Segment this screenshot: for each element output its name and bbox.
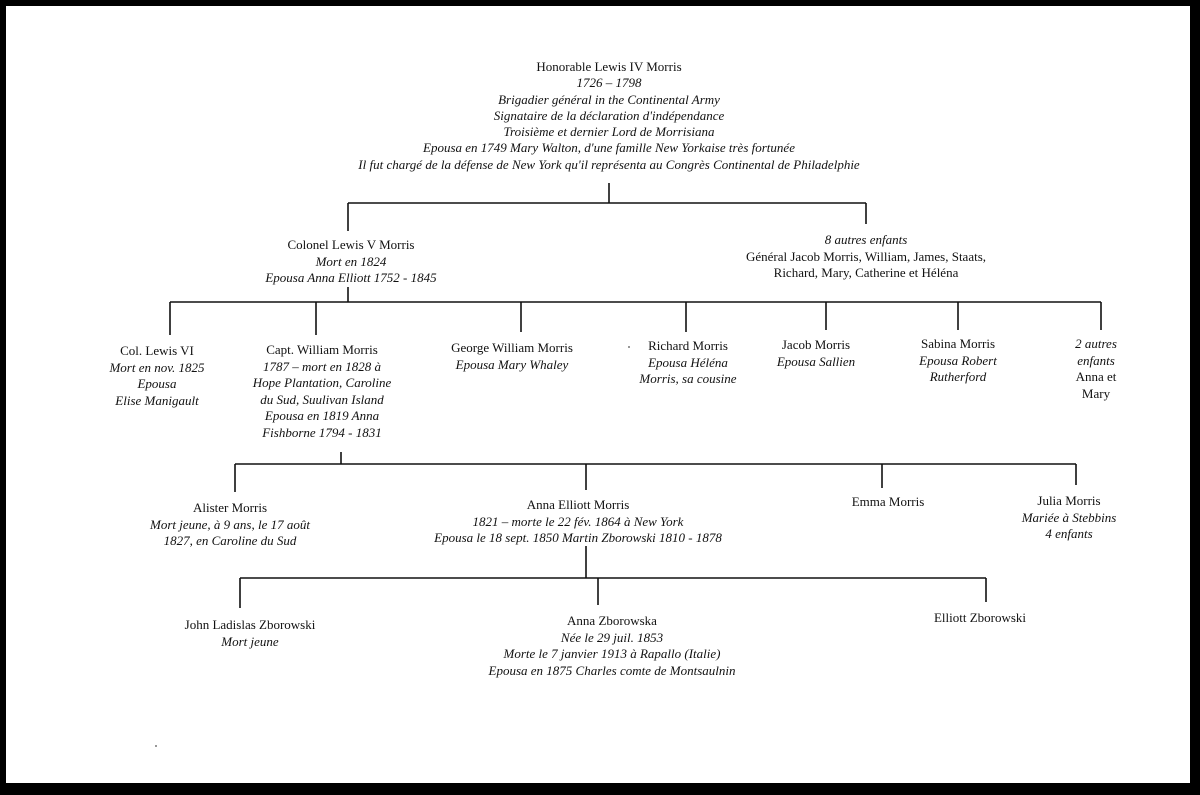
person-name: Emma Morris	[851, 494, 925, 509]
person-name: Colonel Lewis V Morris	[287, 237, 415, 252]
person-detail-line: Mort en 1824	[315, 253, 387, 269]
group-eight-other-children	[746, 232, 986, 282]
person-detail-line: Troisième et dernier Lord de Morrisiana	[503, 124, 715, 140]
person-name: Julia Morris	[1037, 493, 1101, 508]
person-alister-morris	[150, 500, 310, 550]
person-detail-line: Hope Plantation, Caroline	[252, 375, 392, 390]
person-name: Anna Zborowska	[567, 613, 657, 628]
person-detail-line: Général Jacob Morris, William, James, Staats,	[745, 248, 987, 264]
person-detail-line: 1726 – 1798	[576, 75, 642, 91]
person-name: Elliott Zborowski	[933, 610, 1027, 625]
person-detail-line: Anna et	[1075, 369, 1117, 384]
person-lewis-vi	[109, 343, 204, 409]
person-detail-line: Rutherford	[929, 369, 987, 384]
person-lewis-v-morris	[265, 237, 436, 287]
person-name: Sabina Morris	[920, 336, 996, 351]
person-sabina-morris	[919, 336, 997, 386]
person-detail-line: 1827, en Caroline du Sud	[163, 533, 297, 548]
person-detail-line: Epousa Héléna	[648, 354, 728, 370]
person-name: Col. Lewis VI	[120, 343, 194, 358]
person-george-william-morris	[451, 340, 573, 373]
person-john-ladislas-zborowski	[185, 617, 316, 650]
person-detail-line: Il fut chargé de la défense de New York qu'il représenta au Congrès Continental de Philadelphie	[358, 156, 860, 172]
person-name: Richard Morris	[648, 338, 728, 353]
person-name: Capt. William Morris	[266, 342, 378, 357]
person-julia-morris	[1022, 493, 1117, 543]
person-detail-line: Epousa en 1819 Anna	[264, 408, 380, 423]
person-name: Anna Elliott Morris	[526, 497, 630, 512]
person-detail-line: du Sud, Suulivan Island	[260, 391, 384, 407]
person-detail-line: Epousa Anna Elliott 1752 - 1845	[265, 270, 437, 285]
person-detail-line: 1821 – morte le 22 fév. 1864 à New York	[472, 513, 684, 529]
person-detail-line: Signataire de la déclaration d'indépendance	[493, 107, 725, 123]
person-name: 8 autres enfants	[824, 232, 908, 247]
person-detail-line: Morte le 7 janvier 1913 à Rapallo (Italie)	[503, 646, 721, 661]
person-name: Honorable Lewis IV Morris	[536, 59, 682, 74]
person-name: John Ladislas Zborowski	[184, 617, 316, 632]
person-detail-line: 1787 – mort en 1828 à	[262, 358, 382, 374]
person-detail-line: Epousa Robert	[919, 352, 997, 368]
person-detail-line: Mort jeune, à 9 ans, le 17 août	[150, 516, 310, 532]
group-two-other-children	[1075, 336, 1117, 402]
scan-speck	[628, 346, 630, 348]
person-anna-zborowska	[489, 613, 736, 679]
person-detail-line: Epousa Mary Whaley	[455, 356, 569, 372]
person-detail-line: Fishborne 1794 - 1831	[262, 424, 382, 440]
person-detail-line: Elise Manigault	[115, 392, 199, 408]
person-detail-line: enfants	[1077, 352, 1115, 368]
person-detail-line: Epousa en 1749 Mary Walton, d'une famille New Yorkaise très fortunée	[423, 140, 795, 156]
person-detail-line: Epousa en 1875 Charles comte de Montsaulnin	[488, 662, 736, 678]
person-detail-line: Mort jeune	[221, 633, 279, 649]
person-detail-line: 4 enfants	[1045, 526, 1093, 541]
person-name: 2 autres	[1075, 336, 1117, 351]
person-detail-line: Née le 29 juil. 1853	[560, 629, 664, 645]
person-detail-line: Richard, Mary, Catherine et Héléna	[773, 265, 959, 280]
person-name: Jacob Morris	[781, 337, 851, 352]
person-name: Alister Morris	[192, 500, 268, 515]
person-detail-line: Brigadier général in the Continental Army	[498, 91, 720, 107]
person-elliott-zborowski	[934, 610, 1026, 627]
person-emma-morris	[852, 494, 925, 511]
person-lewis-iv-morris	[358, 59, 859, 173]
person-detail-line: Epousa	[137, 376, 177, 391]
person-detail-line: Mary	[1081, 385, 1111, 401]
person-name: George William Morris	[451, 340, 573, 355]
person-william-morris	[253, 342, 392, 441]
person-richard-morris	[639, 338, 736, 388]
person-anna-elliott-morris	[434, 497, 722, 547]
person-detail-line: Epousa Sallien	[776, 353, 856, 369]
person-detail-line: Mariée à Stebbins	[1021, 509, 1117, 525]
person-detail-line: Epousa le 18 sept. 1850 Martin Zborowski 1810 - 1878	[434, 530, 722, 545]
person-detail-line: Mort en nov. 1825	[109, 359, 205, 375]
person-detail-line: Morris, sa cousine	[639, 371, 737, 386]
scan-speck	[155, 745, 157, 747]
person-jacob-morris	[777, 337, 855, 370]
